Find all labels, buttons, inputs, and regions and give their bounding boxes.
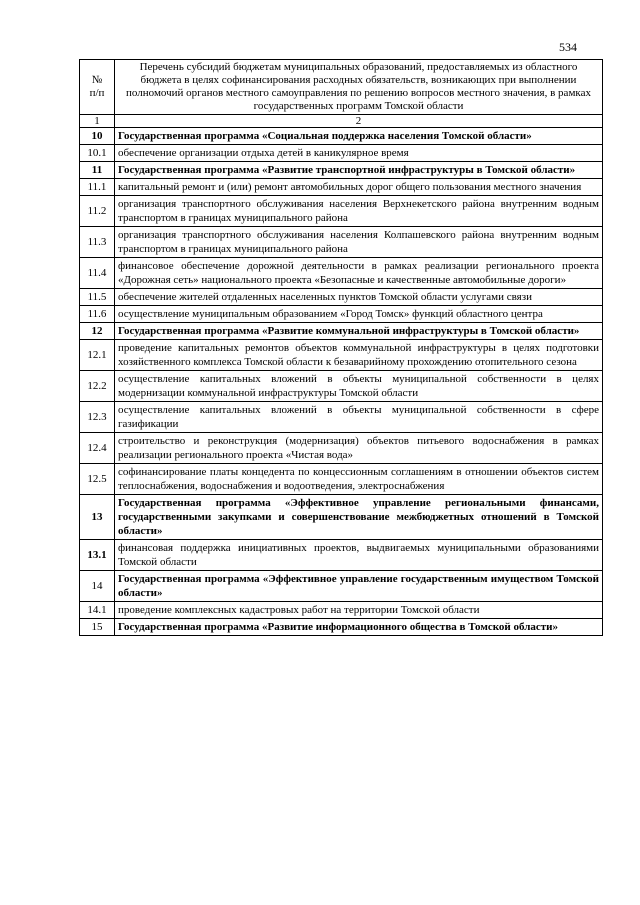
subsidy-row <box>80 540 603 571</box>
row-number: 14 <box>80 571 115 602</box>
subsidy-description: обеспечение жителей отдаленных населенных пунктов Томской области услугами связи <box>115 289 603 306</box>
table-body <box>80 128 603 636</box>
row-number: 11.1 <box>80 179 115 196</box>
row-number: 11.4 <box>80 258 115 289</box>
subsidy-row <box>80 433 603 464</box>
program-row <box>80 495 603 540</box>
row-number: 12.3 <box>80 402 115 433</box>
table-header-row <box>80 60 603 115</box>
column-number-2: 2 <box>115 115 603 128</box>
subsidy-row <box>80 306 603 323</box>
subsidy-row <box>80 179 603 196</box>
subsidy-row <box>80 602 603 619</box>
number-column-header: № п/п <box>80 60 115 115</box>
subsidy-description: софинансирование платы концедента по концессионным соглашениям в отношении объектов систем теплоснабжения, водоснабжения и водоотведения, электроснабжения <box>115 464 603 495</box>
subsidy-row <box>80 145 603 162</box>
subsidy-row <box>80 289 603 306</box>
subsidy-description: осуществление капитальных вложений в объекты муниципальной собственности в сфере газификации <box>115 402 603 433</box>
program-title: Государственная программа «Развитие информационного общества в Томской области» <box>115 619 603 636</box>
row-number: 15 <box>80 619 115 636</box>
column-number-1: 1 <box>80 115 115 128</box>
subsidy-description: организация транспортного обслуживания населения Верхнекетского района внутренним водным транспортом в границах муниципального района <box>115 196 603 227</box>
subsidy-row <box>80 196 603 227</box>
program-row <box>80 128 603 145</box>
subsidy-row <box>80 464 603 495</box>
row-number: 13.1 <box>80 540 115 571</box>
subsidy-description: капитальный ремонт и (или) ремонт автомобильных дорог общего пользования местного значения <box>115 179 603 196</box>
row-number: 13 <box>80 495 115 540</box>
subsidy-description: организация транспортного обслуживания населения Колпашевского района внутренним водным транспортом в границах муниципального района <box>115 227 603 258</box>
subsidy-description: осуществление капитальных вложений в объекты муниципальной собственности в целях модернизации коммунальной инфраструктуры Томской области <box>115 371 603 402</box>
row-number: 12.4 <box>80 433 115 464</box>
row-number: 12.5 <box>80 464 115 495</box>
subsidy-row <box>80 371 603 402</box>
subsidy-row <box>80 340 603 371</box>
subsidy-description: обеспечение организации отдыха детей в каникулярное время <box>115 145 603 162</box>
subsidy-description: проведение комплексных кадастровых работ на территории Томской области <box>115 602 603 619</box>
program-title: Государственная программа «Эффективное управление государственным имуществом Томской области» <box>115 571 603 602</box>
title-column-header: Перечень субсидий бюджетам муниципальных образований, предоставляемых из областного бюджета в целях софинансирования расходных обязательств, возникающих при выполнении полномочий органов местного самоуправления по решению вопросов местного значения, в рамках государственных программ Томской области <box>115 60 603 115</box>
column-numbers-row <box>80 115 603 128</box>
subsidy-description: финансовое обеспечение дорожной деятельности в рамках реализации регионального проекта «Дорожная сеть» национального проекта «Безопасные и качественные автомобильные дороги» <box>115 258 603 289</box>
subsidy-row <box>80 402 603 433</box>
subsidy-description: строительство и реконструкция (модернизация) объектов питьевого водоснабжения в рамках реализации регионального проекта «Чистая вода» <box>115 433 603 464</box>
subsidy-description: осуществление муниципальным образованием «Город Томск» функций областного центра <box>115 306 603 323</box>
program-row <box>80 162 603 179</box>
program-title: Государственная программа «Развитие коммунальной инфраструктуры в Томской области» <box>115 323 603 340</box>
subsidy-row <box>80 258 603 289</box>
subsidy-description: финансовая поддержка инициативных проектов, выдвигаемых муниципальными образованиями Томской области <box>115 540 603 571</box>
row-number: 12.2 <box>80 371 115 402</box>
program-title: Государственная программа «Эффективное управление региональными финансами, государственными закупками и совершенствование межбюджетных отношений в Томской области» <box>115 495 603 540</box>
subsidy-row <box>80 227 603 258</box>
subsidy-description: проведение капитальных ремонтов объектов коммунальной инфраструктуры в целях подготовки хозяйственного комплекса Томской области к безаварийному прохождению отопительного сезона <box>115 340 603 371</box>
subsidies-table <box>79 59 603 636</box>
row-number: 12.1 <box>80 340 115 371</box>
row-number: 11 <box>80 162 115 179</box>
program-title: Государственная программа «Развитие транспортной инфраструктуры в Томской области» <box>115 162 603 179</box>
program-row <box>80 619 603 636</box>
program-row <box>80 323 603 340</box>
row-number: 10 <box>80 128 115 145</box>
row-number: 11.5 <box>80 289 115 306</box>
row-number: 12 <box>80 323 115 340</box>
row-number: 11.6 <box>80 306 115 323</box>
program-row <box>80 571 603 602</box>
program-title: Государственная программа «Социальная поддержка населения Томской области» <box>115 128 603 145</box>
row-number: 11.3 <box>80 227 115 258</box>
page-number: 534 <box>559 40 577 54</box>
row-number: 11.2 <box>80 196 115 227</box>
row-number: 14.1 <box>80 602 115 619</box>
row-number: 10.1 <box>80 145 115 162</box>
